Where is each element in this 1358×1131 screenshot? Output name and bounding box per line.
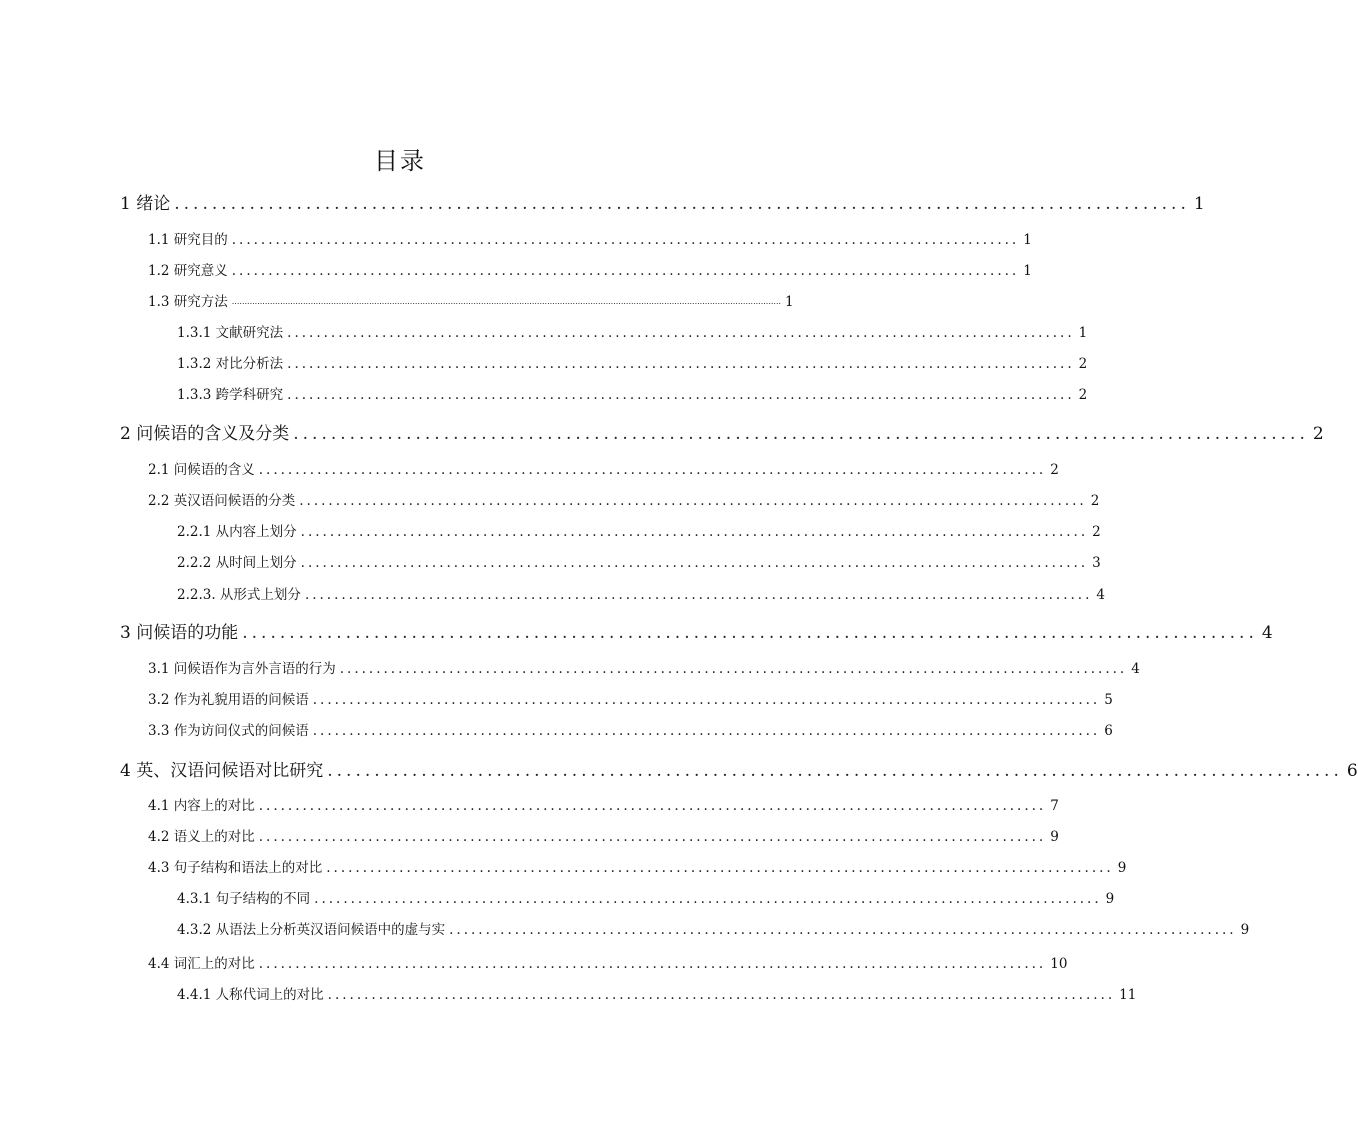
toc-leader-dots: ............................................................................................................ bbox=[231, 263, 1020, 279]
toc-leader-dots: ............................................................................................................ bbox=[287, 356, 1075, 372]
toc-entry-page: 4 bbox=[1131, 661, 1140, 677]
toc-entry[interactable] bbox=[177, 354, 1088, 374]
toc-entry[interactable] bbox=[148, 659, 1140, 679]
toc-leader-dots: ............................................................................................................ bbox=[258, 956, 1047, 972]
toc-entry-label: 4.4.1 人称代词上的对比 bbox=[177, 987, 324, 1003]
toc-entry[interactable] bbox=[148, 230, 1032, 250]
toc-leader-dots: ............................................................................................................ bbox=[300, 555, 1089, 571]
toc-title: 目录 bbox=[374, 147, 426, 175]
toc-leader-dots: ............................................................................................................ bbox=[327, 987, 1116, 1003]
toc-entry[interactable] bbox=[177, 920, 1250, 940]
toc-entry-label: 3.1 问候语作为言外言语的行为 bbox=[148, 661, 336, 677]
toc-entry-label: 1 绪论 bbox=[120, 194, 171, 214]
toc-entry-label: 2.2 英汉语问候语的分类 bbox=[148, 493, 296, 509]
toc-leader-dots: ............................................................................................................ bbox=[258, 829, 1047, 845]
toc-leader-dots: ............................................................................................................ bbox=[449, 922, 1237, 938]
toc-entry-page: 7 bbox=[1050, 798, 1059, 814]
toc-entry-page: 5 bbox=[1104, 692, 1113, 708]
toc-entry[interactable] bbox=[120, 192, 1205, 216]
toc-entry-page: 6 bbox=[1104, 723, 1113, 739]
toc-leader-dots: ............................................................................................................ bbox=[287, 325, 1075, 341]
toc-entry-label: 3.2 作为礼貌用语的问候语 bbox=[148, 692, 309, 708]
toc-leader-dots: ............................................................................................................ bbox=[312, 692, 1101, 708]
toc-entry-label: 2.1 问候语的含义 bbox=[148, 462, 255, 478]
toc-entry-label: 3.3 作为访问仪式的问候语 bbox=[148, 723, 309, 739]
toc-entry[interactable] bbox=[177, 385, 1088, 405]
toc-entry[interactable] bbox=[148, 460, 1059, 480]
toc-entry-label: 4.2 语义上的对比 bbox=[148, 829, 255, 845]
toc-entry-label: 1.1 研究目的 bbox=[148, 232, 228, 248]
toc-leader-dots: ............................................................................................................ bbox=[312, 723, 1101, 739]
toc-entry[interactable] bbox=[148, 721, 1113, 741]
toc-entry-label: 4.3 句子结构和语法上的对比 bbox=[148, 860, 323, 876]
toc-leader-dots: ............................................................................................................ bbox=[293, 424, 1309, 444]
toc-entry-page: 1 bbox=[1078, 325, 1088, 341]
toc-entry[interactable] bbox=[177, 553, 1101, 573]
toc-entry-label: 1.3 研究方法 bbox=[148, 294, 228, 310]
toc-entry-label: 4.3.2 从语法上分析英汉语问候语中的虚与实 bbox=[177, 922, 446, 938]
toc-leader-dots: ............................................................................................................ bbox=[258, 462, 1047, 478]
toc-entry-page: 2 bbox=[1092, 524, 1101, 540]
toc-entry-label: 1.3.2 对比分析法 bbox=[177, 356, 284, 372]
toc-entry[interactable] bbox=[177, 522, 1101, 542]
toc-entry[interactable] bbox=[148, 491, 1100, 511]
toc-entry-page: 9 bbox=[1050, 829, 1059, 845]
toc-entry-page: 1 bbox=[1193, 194, 1205, 214]
toc-entry-label: 4.1 内容上的对比 bbox=[148, 798, 255, 814]
toc-leader-dots: ............................................................................................................ bbox=[314, 891, 1102, 907]
toc-entry-page: 2 bbox=[1050, 462, 1059, 478]
toc-entry[interactable] bbox=[120, 422, 1324, 446]
toc-leader-dots: ............................................................................................................ bbox=[287, 387, 1075, 403]
toc-leader-dots: ............................................................................................................ bbox=[339, 661, 1128, 677]
toc-entry-page: 1 bbox=[785, 294, 794, 310]
toc-entry[interactable] bbox=[148, 261, 1032, 281]
toc-entry[interactable] bbox=[148, 954, 1068, 974]
toc-entry-page: 4 bbox=[1096, 587, 1105, 603]
toc-leader-dots: ........................................................................................................................................................................................................................ bbox=[231, 297, 782, 306]
toc-entry-label: 4 英、汉语问候语对比研究 bbox=[120, 761, 324, 781]
toc-entry[interactable] bbox=[120, 759, 1358, 783]
toc-entry[interactable] bbox=[148, 690, 1113, 710]
toc-entry-page: 6 bbox=[1346, 761, 1358, 781]
toc-leader-dots: ............................................................................................................ bbox=[174, 194, 1190, 214]
toc-entry-label: 2 问候语的含义及分类 bbox=[120, 424, 290, 444]
toc-entry-page: 4 bbox=[1261, 623, 1273, 643]
toc-leader-dots: ............................................................................................................ bbox=[326, 860, 1114, 876]
toc-entry-page: 1 bbox=[1023, 263, 1032, 279]
toc-entry[interactable] bbox=[177, 889, 1115, 909]
toc-leader-dots: ............................................................................................................ bbox=[299, 493, 1087, 509]
toc-entry-page: 1 bbox=[1023, 232, 1032, 248]
toc-entry[interactable] bbox=[148, 292, 794, 312]
toc-entry-label: 3 问候语的功能 bbox=[120, 623, 239, 643]
toc-entry[interactable] bbox=[177, 323, 1088, 343]
toc-entry[interactable] bbox=[120, 621, 1273, 645]
toc-entry[interactable] bbox=[148, 858, 1127, 878]
toc-entry-label: 1.2 研究意义 bbox=[148, 263, 228, 279]
toc-entry[interactable] bbox=[177, 985, 1137, 1005]
toc-leader-dots: ............................................................................................................ bbox=[300, 524, 1089, 540]
toc-leader-dots: ............................................................................................................ bbox=[304, 587, 1093, 603]
toc-entry-label: 1.3.3 跨学科研究 bbox=[177, 387, 284, 403]
toc-entry-label: 4.3.1 句子结构的不同 bbox=[177, 891, 311, 907]
toc-entry[interactable] bbox=[148, 827, 1059, 847]
toc-entry-label: 2.2.3. 从形式上划分 bbox=[177, 587, 301, 603]
toc-entry-label: 4.4 词汇上的对比 bbox=[148, 956, 255, 972]
toc-entry-page: 2 bbox=[1090, 493, 1100, 509]
toc-entry-page: 11 bbox=[1119, 987, 1137, 1003]
toc-leader-dots: ............................................................................................................ bbox=[258, 798, 1047, 814]
toc-entry-page: 10 bbox=[1050, 956, 1068, 972]
toc-entry-page: 3 bbox=[1092, 555, 1101, 571]
toc-entry[interactable] bbox=[177, 585, 1105, 605]
toc-entry-label: 2.2.1 从内容上划分 bbox=[177, 524, 297, 540]
toc-leader-dots: ............................................................................................................ bbox=[327, 761, 1343, 781]
toc-entry-page: 2 bbox=[1078, 387, 1088, 403]
toc-entry-page: 2 bbox=[1078, 356, 1088, 372]
toc-entry-label: 2.2.2 从时间上划分 bbox=[177, 555, 297, 571]
toc-entry-page: 9 bbox=[1240, 922, 1250, 938]
toc-entry-page: 9 bbox=[1105, 891, 1115, 907]
toc-entry-label: 1.3.1 文献研究法 bbox=[177, 325, 284, 341]
toc-leader-dots: ............................................................................................................ bbox=[242, 623, 1258, 643]
toc-entry-page: 2 bbox=[1312, 424, 1324, 444]
toc-leader-dots: ............................................................................................................ bbox=[231, 232, 1020, 248]
toc-entry[interactable] bbox=[148, 796, 1059, 816]
toc-entry-page: 9 bbox=[1117, 860, 1127, 876]
